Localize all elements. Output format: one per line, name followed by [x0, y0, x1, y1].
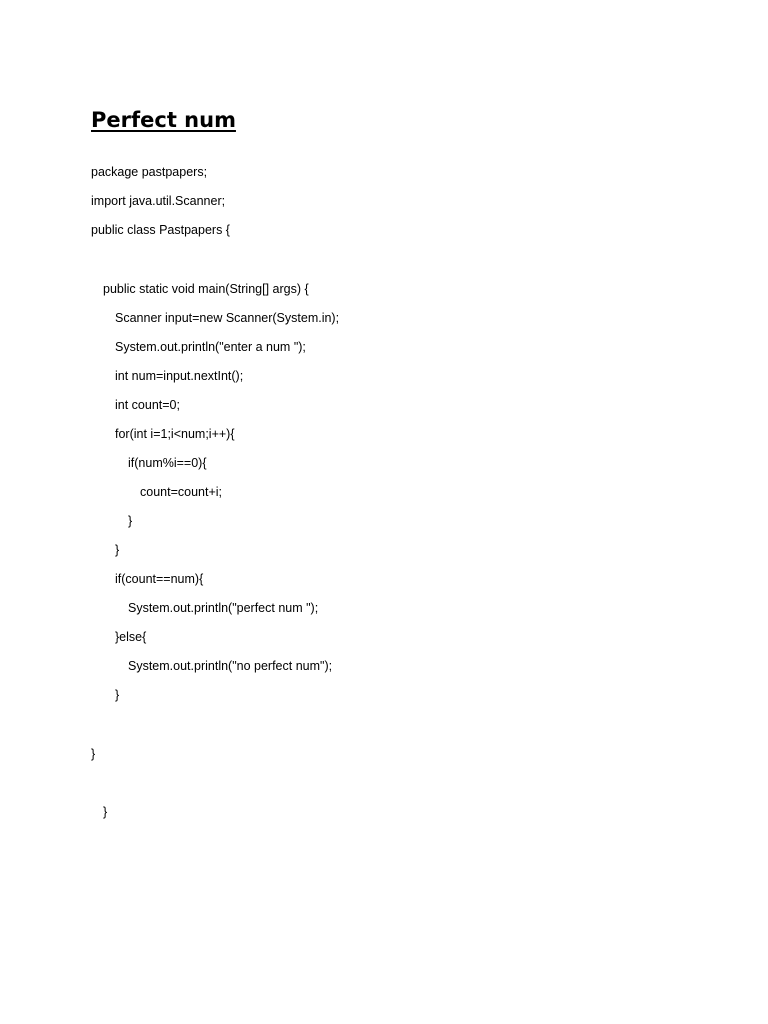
code-line: } — [128, 514, 133, 528]
code-line: } — [103, 805, 108, 819]
code-line: } — [91, 747, 96, 761]
code-line: if(num%i==0){ — [128, 456, 207, 470]
code-line: import java.util.Scanner; — [91, 194, 226, 208]
code-line: package pastpapers; — [91, 165, 208, 179]
code-line: System.out.println("perfect num "); — [128, 601, 319, 615]
code-line: Scanner input=new Scanner(System.in); — [115, 311, 340, 325]
code-line: System.out.println("enter a num "); — [115, 340, 306, 354]
code-line: int num=input.nextInt(); — [115, 369, 244, 383]
code-line: public static void main(String[] args) { — [103, 282, 309, 296]
code-line: } — [115, 543, 120, 557]
code-line: count=count+i; — [140, 485, 223, 499]
code-line: System.out.println("no perfect num"); — [128, 659, 333, 673]
code-line: for(int i=1;i<num;i++){ — [115, 427, 235, 441]
code-line: public class Pastpapers { — [91, 223, 230, 237]
page-title: Perfect num — [91, 108, 236, 132]
code-line: if(count==num){ — [115, 572, 204, 586]
code-line: } — [115, 688, 120, 702]
code-line: }else{ — [115, 630, 147, 644]
code-line: int count=0; — [115, 398, 180, 412]
